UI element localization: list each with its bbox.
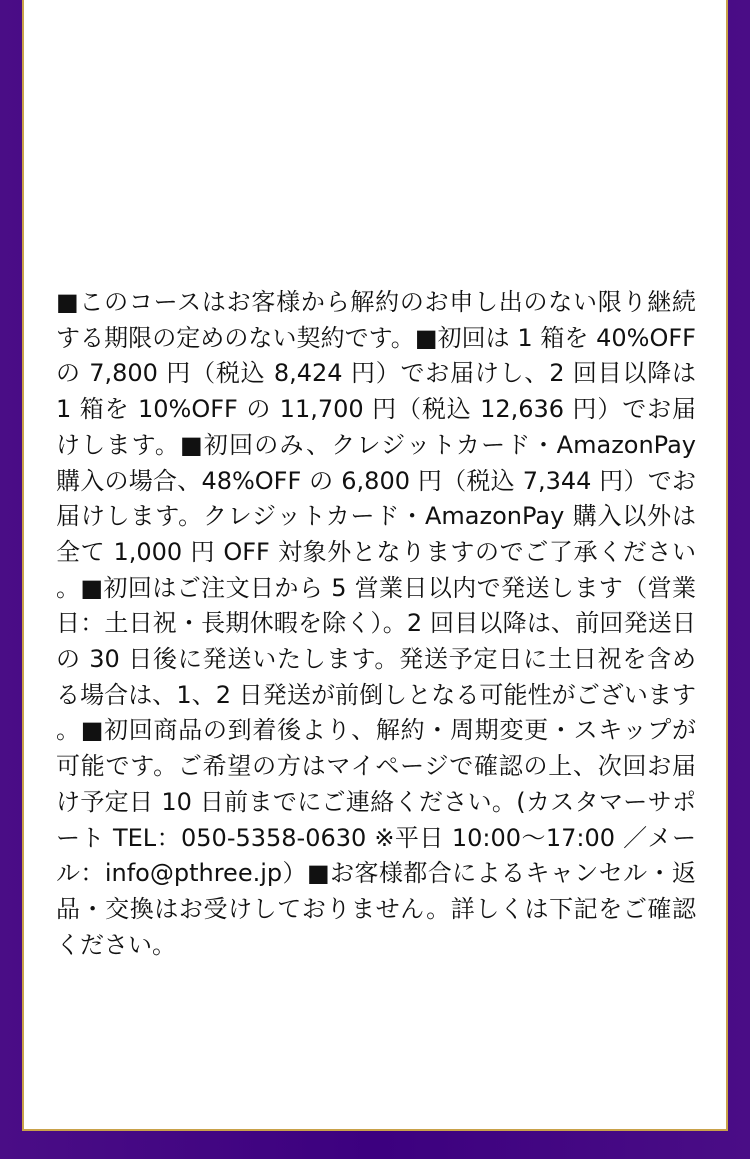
content-panel — [22, 0, 728, 1131]
subscription-terms-text: ■このコースはお客様から解約のお申し出のない限り継続する期限の定めのない契約です。■初回は 1 箱を 40%OFF の 7,800 円（税込 8,424 円）でお届けし、2 回目以降は 1 箱を 10%OFF の 11,700 円（税込 12,636 円）でお届けします。■初回のみ、クレジットカード・AmazonPay 購入の場合、48%OFF の 6,800 円（税込 7,344 円）でお届けします。クレジットカード・AmazonPay 購入以外は全て 1,000 円 OFF 対象外となりますのでご了承ください。■初回はご注文日から 5 営業日以内で発送します（営業日：土日祝・長期休暇を除く）。2 回目以降は、前回発送日の 30 日後に発送いたします。発送予定日に土日祝を含める場合は、1、2 日発送が前倒しとなる可能性がございます。■初回商品の到着後より、解約・周期変更・スキップが可能です。ご希望の方はマイページで確認の上、次回お届け予定日 10 日前までにご連絡ください。(カスタマーサポート TEL：050-5358-0630 ※平日 10:00〜17:00 ／メール：info@pthree.jp）■お客様都合によるキャンセル・返品・交換はお受けしておりません。詳しくは下記をご確認ください。 — [56, 288, 696, 959]
